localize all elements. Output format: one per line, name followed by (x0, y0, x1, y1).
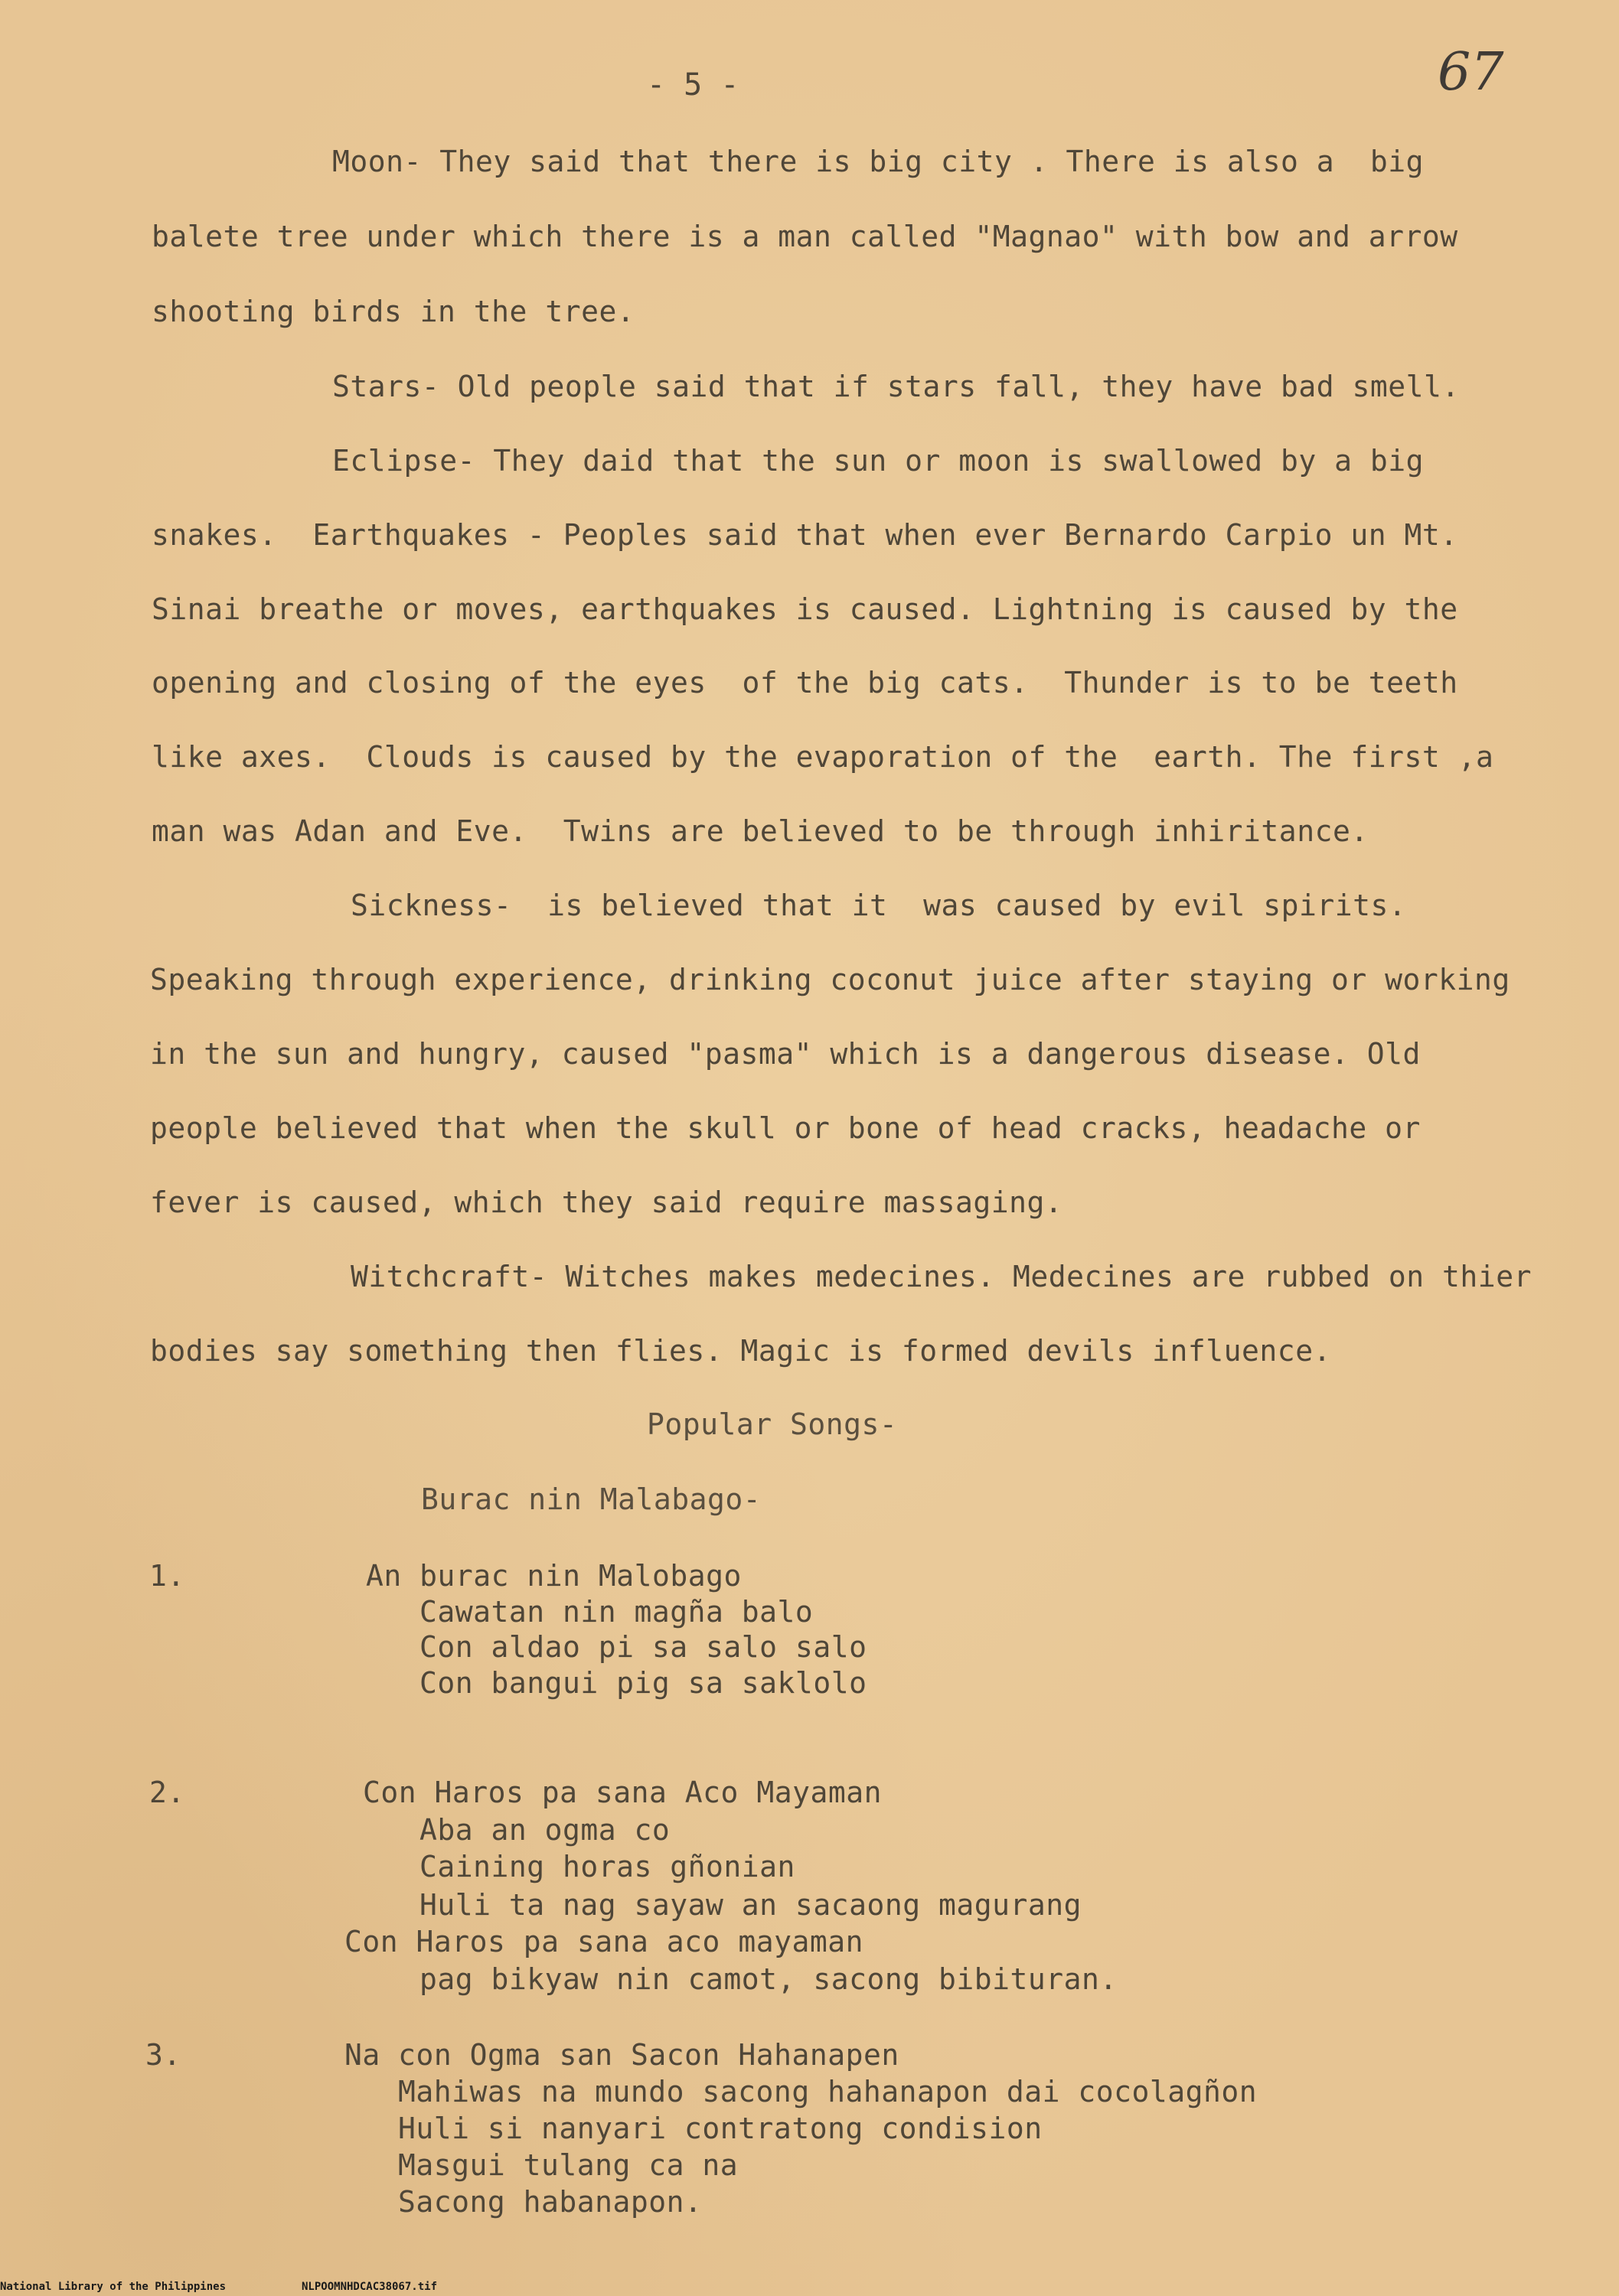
text-line-15: fever is caused, which they said require massaging. (150, 1186, 1063, 1219)
song-line: pag bikyaw nin camot, sacong bibituran. (419, 1962, 1118, 1996)
text-line-4: Stars- Old people said that if stars fall, they have bad smell. (332, 370, 1460, 403)
text-line-14: people believed that when the skull or bone of head cracks, headache or (150, 1111, 1421, 1145)
text-line-1: Moon- They said that there is big city . There is also a big (332, 145, 1425, 178)
song-line: Masgui tulang ca na (398, 2148, 739, 2182)
text-line-9: like axes. Clouds is caused by the evaporation of the earth. The first ,a (152, 740, 1494, 774)
text-line-6: snakes. Earthquakes - Peoples said that when ever Bernardo Carpio un Mt. (152, 518, 1458, 552)
text-line-2: balete tree under which there is a man called "Magnao" with bow and arrow (152, 220, 1458, 253)
text-line-11: Sickness- is believed that it was caused by evil spirits. (351, 889, 1407, 922)
text-line-12: Speaking through experience, drinking coconut juice after staying or working (150, 963, 1510, 996)
text-line-5: Eclipse- They daid that the sun or moon is swallowed by a big (332, 444, 1425, 478)
song-title: Burac nin Malabago- (421, 1482, 762, 1516)
page-number: - 5 - (647, 67, 739, 103)
song-line: Con aldao pi sa salo salo (419, 1630, 867, 1664)
song-line: An burac nin Malobago (366, 1559, 742, 1593)
song-line: Cawatan nin magña balo (419, 1595, 814, 1629)
footer-file-id: NLPOOMNHDCAC38067.tif (302, 2281, 438, 2293)
song-line: Mahiwas na mundo sacong hahanapon dai cocolagñon (398, 2075, 1258, 2108)
text-line-8: opening and closing of the eyes of the big cats. Thunder is to be teeth (152, 666, 1458, 700)
text-line-16: Witchcraft- Witches makes medecines. Medecines are rubbed on thier (351, 1260, 1532, 1293)
song-line: Con bangui pig sa saklolo (419, 1666, 867, 1700)
text-line-17: bodies say something then flies. Magic is formed devils influence. (150, 1334, 1331, 1368)
song-number: 1. (149, 1559, 185, 1593)
song-line: Na con Ogma san Sacon Hahanapen (344, 2038, 899, 2072)
song-line: Huli ta nag sayaw an sacaong magurang (419, 1888, 1082, 1922)
song-line: Caining horas gñonian (419, 1850, 795, 1883)
section-heading: Popular Songs- (647, 1407, 898, 1441)
text-line-3: shooting birds in the tree. (152, 295, 635, 328)
song-line: Con Haros pa sana Aco Mayaman (363, 1776, 882, 1809)
song-number: 2. (149, 1776, 185, 1809)
song-number: 3. (145, 2038, 181, 2072)
text-line-13: in the sun and hungry, caused "pasma" which is a dangerous disease. Old (150, 1037, 1421, 1071)
text-line-7: Sinai breathe or moves, earthquakes is caused. Lightning is caused by the (152, 592, 1458, 626)
song-line: Sacong habanapon. (398, 2185, 703, 2219)
song-line: Huli si nanyari contratong condision (398, 2112, 1043, 2145)
song-line: Aba an ogma co (419, 1813, 671, 1847)
footer-library: National Library of the Philippines (0, 2281, 227, 2293)
text-line-10: man was Adan and Eve. Twins are believed to be through inhiritance. (152, 814, 1369, 848)
song-line: Con Haros pa sana aco mayaman (344, 1925, 863, 1958)
folio-number: 67 (1438, 42, 1504, 103)
